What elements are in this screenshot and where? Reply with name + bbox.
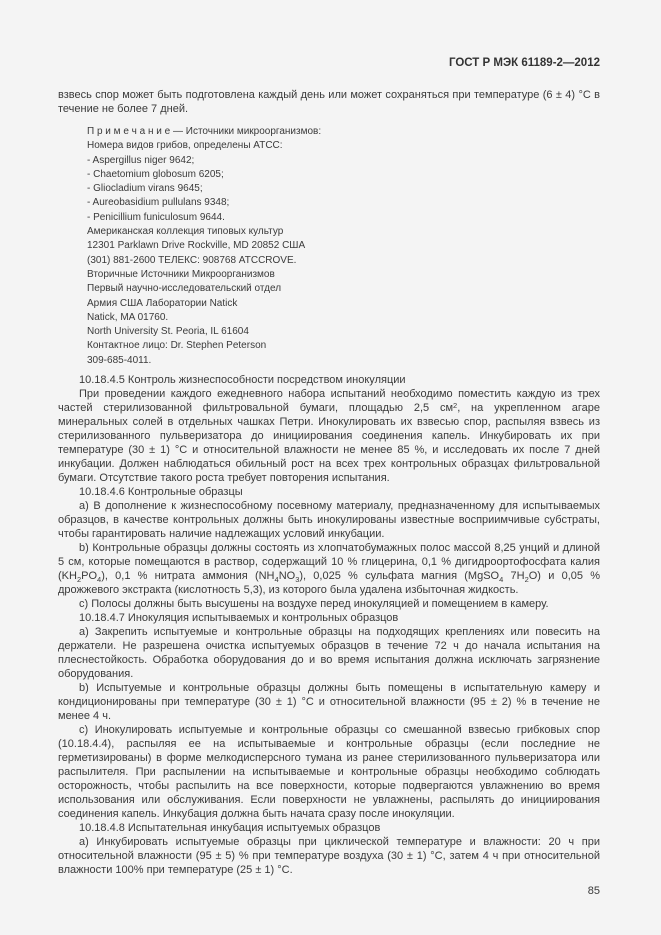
doc-header-title: ГОСТ Р МЭК 61189-2—2012 (448, 57, 600, 69)
document-body (58, 88, 600, 877)
note-line: Вторичные Источники Микроорганизмов (87, 268, 275, 280)
paragraph: c) Инокулировать испытуемые и контрольные образцы со смешанной взвесью грибковых спор (10.18.4.4), распыляя ее на испытываемые и контрольные образцы (если последние не герметизированы) в форме мелкодисперсного тумана из ранее стерилизованного пульверизатора или распылителя. При распылении на испытываемые и контрольные образцы необходимо соблюдать осторожность, чтобы распылить на все поверхности, которые подвергаются увлажнению во время использования или обслуживания. Если поверхности не увлажнены, распылять до инициирования соединения капель. Инкубация должна быть начата сразу после инокуляции. (58, 724, 600, 821)
paragraph: c) Полосы должны быть высушены на воздухе перед инокуляцией и помещением в камеру. (79, 598, 549, 611)
paragraph: b) Контрольные образцы должны состоять из хлопчатобумажных полос массой 8,25 унций и длиной 5 см, которые помещаются в раствор, содержащий 10 % глицерина, 0,1 % дигидроортофосфата калия $(KH_2PO_4)$, 0,1 % нитрата аммония $(NH_4NO_3)$, 0,025 % сульфата магния (MgSO$_4$ $7H_2O$) и 0,05 % дрожжевого экстракта (кислотность 5,3), из которого была удалена избыточная жидкость. (58, 542, 600, 597)
note-line: Natick, MA 01760. (87, 311, 169, 323)
paragraph: b) Испытуемые и контрольные образцы должны быть помещены в испытательную камеру и кондиционированы при температуре (30 ± 1) °С и относительной влажности (95 ± 2) % в течение не менее 4 ч. (58, 682, 600, 723)
paragraph: a) Закрепить испытуемые и контрольные образцы на подходящих креплениях или повесить на держатели. Не разрешена очистка испытуемых образцов в течение 72 ч до начала испытания на плеснестойкость. Обработка оборудования до и во время испытания должна исключать загрязнение оборудования. (58, 626, 600, 681)
note-line: Контактное лицо: Dr. Stephen Peterson (87, 340, 267, 352)
page-number: 85 (587, 885, 600, 898)
note-line: - Gliocladium virans 9645; (87, 183, 203, 195)
section-heading: 10.18.4.6 Контрольные образцы (79, 486, 243, 499)
note-line: North University St. Peoria, IL 61604 (87, 326, 249, 338)
paragraph: взвесь спор может быть подготовлена каждый день или может сохраняться при температуре (6 ± 4) °С в течение не более 7 дней. (58, 89, 600, 115)
note-line: - Aureobasidium pullulans 9348; (87, 197, 230, 209)
note-block (87, 125, 600, 368)
note-line: Номера видов грибов, определены ATCC: (87, 140, 283, 152)
note-line: 309-685-4011. (87, 354, 152, 366)
note-line: 12301 Parklawn Drive Rockville, MD 20852 США (87, 240, 306, 252)
paragraph: При проведении каждого ежедневного набора испытаний необходимо поместить каждую из трех частей стерилизованной фильтровальной бумаги, площадью 2,5 $см^2$, на укрепленном агаре минеральных солей в отдельных чашках Петри. Инокулировать их взвесью спор, распыляя взвесь из стерилизованного пульверизатора до инициирования соединения капель. Инкубировать их при температуре (30 ± 1) °С и относительной влажности не менее 85 %, и исследовать их после 7 дней инкубации. Должен наблюдаться обильный рост на всех трех контрольных образцах фильтровальной бумаги. Отсутствие такого роста требует повторения испытания. (58, 388, 600, 485)
paragraph: a) Инкубировать испытуемые образцы при циклической температуре и влажности: 20 ч при относительной влажности (95 ± 5) % при температуре воздуха (30 ± 1) °С, затем 4 ч при относительной влажности 100% при температуре (25 ± 1) °С. (58, 836, 600, 877)
section-heading: 10.18.4.7 Инокуляция испытываемых и контрольных образцов (79, 612, 399, 625)
note-line: Армия США Лаборатории Natick (87, 297, 238, 309)
note-line: - Penicillium funiculosum 9644. (87, 211, 225, 223)
note-line: - Chaetomium globosum 6205; (87, 168, 224, 180)
paragraph: a) В дополнение к жизнеспособному посевному материалу, предназначенному для испытываемых образцов, в качестве контрольных должны быть инокулированы известные восприимчивые субстраты, чтобы гарантировать наличие надлежащих условий инкубации. (58, 500, 600, 541)
note-line: Американская коллекция типовых культур (87, 226, 284, 238)
note-line: (301) 881-2600 ТЕЛЕКС: 908768 ATCCROVE. (87, 254, 297, 266)
note-line: П р и м е ч а н и е — Источники микроорганизмов: (87, 126, 322, 137)
note-line: - Aspergillus niger 9642; (87, 154, 195, 166)
note-line: Первый научно-исследовательский отдел (87, 283, 282, 295)
section-heading: 10.18.4.5 Контроль жизнеспособности посредством инокуляции (79, 374, 406, 387)
section-heading: 10.18.4.8 Испытательная инкубация испытуемых образцов (79, 822, 381, 835)
